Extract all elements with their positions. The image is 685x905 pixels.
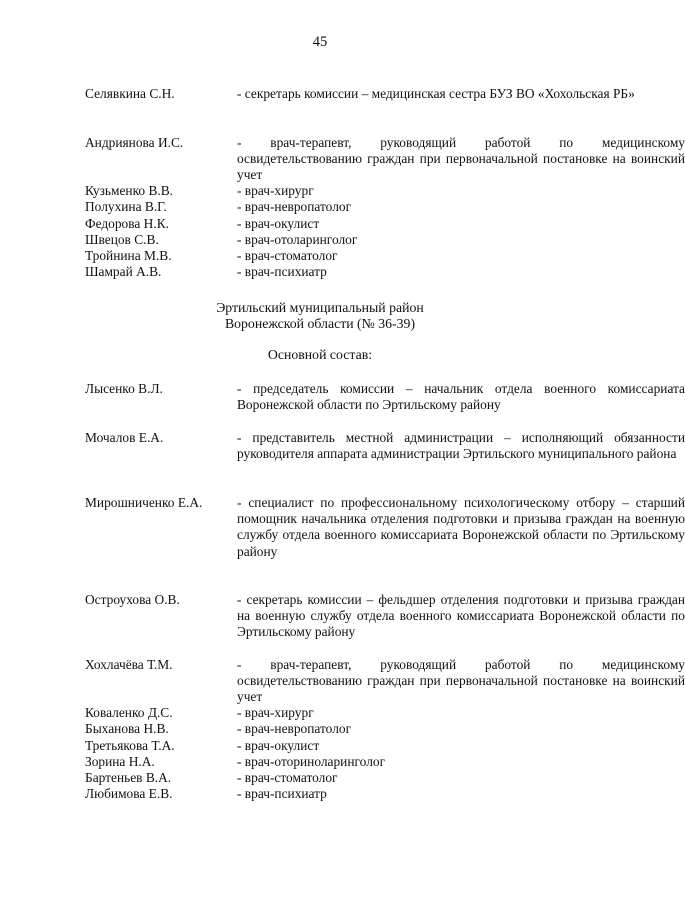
- member-name: Мочалов Е.А.: [85, 430, 164, 445]
- member-role: - врач-терапевт, руководящий работой по медицинскому освидетельствованию граждан при первоначальной постановке на воинский учет: [237, 135, 685, 183]
- member-role: - врач-хирург: [237, 705, 314, 720]
- member-name: Шамрай А.В.: [85, 264, 162, 279]
- member-role: - секретарь комиссии – фельдшер отделения подготовки и призыва граждан на военную службу отдела военного комиссариата Воронежской области по Эртильскому району: [237, 592, 685, 640]
- member-name: Зорина Н.А.: [85, 754, 155, 769]
- member-name: Тройнина М.В.: [85, 248, 172, 263]
- member-role: - врач-терапевт, руководящий работой по медицинскому освидетельствованию граждан при первоначальной постановке на воинский учет: [237, 657, 685, 705]
- member-name: Хохлачёва Т.М.: [85, 657, 173, 672]
- member-role: - врач-невропатолог: [237, 199, 352, 214]
- member-name: Быханова Н.В.: [85, 721, 169, 736]
- member-name: Мирошниченко Е.А.: [85, 495, 203, 510]
- member-name: Федорова Н.К.: [85, 216, 169, 231]
- member-role: - врач-психиатр: [237, 786, 327, 801]
- member-name: Третьякова Т.А.: [85, 738, 175, 753]
- member-role: - врач-хирург: [237, 183, 314, 198]
- member-role: - врач-невропатолог: [237, 721, 352, 736]
- section-title: Основной состав:: [267, 347, 373, 362]
- member-name: Коваленко Д.С.: [85, 705, 173, 720]
- member-name: Селявкина С.Н.: [85, 86, 175, 101]
- member-name: Андриянова И.С.: [85, 135, 184, 150]
- member-role: - врач-окулист: [237, 216, 320, 231]
- member-name: Лысенко В.Л.: [85, 381, 163, 396]
- member-name: Швецов С.В.: [85, 232, 159, 247]
- member-role: - врач-оториноларинголог: [237, 754, 386, 769]
- member-role: - специалист по профессиональному психологическому отбору – старший помощник начальника отделения подготовки и призыва граждан на военную службу отдела военного комиссариата Воронежской области по Эртильскому району: [237, 495, 685, 559]
- member-name: Кузьменко В.В.: [85, 183, 174, 198]
- member-role: - представитель местной администрации – исполняющий обязанности руководителя аппарата администрации Эртильского муниципального района: [237, 430, 685, 462]
- district-title-line2: Воронежской области (№ 36-39): [224, 316, 416, 331]
- member-name: Любимова Е.В.: [85, 786, 173, 801]
- member-name: Бартеньев В.А.: [85, 770, 172, 785]
- member-role: - председатель комиссии – начальник отдела военного комиссариата Воронежской области по Эртильскому району: [237, 381, 685, 413]
- member-name: Остроухова О.В.: [85, 592, 180, 607]
- member-name: Полухина В.Г.: [85, 199, 167, 214]
- member-role: - врач-стоматолог: [237, 248, 338, 263]
- member-role: - врач-отоларинголог: [237, 232, 358, 247]
- district-title-line1: Эртильский муниципальный район: [216, 300, 424, 315]
- member-role: - секретарь комиссии – медицинская сестра БУЗ ВО «Хохольская РБ»: [237, 86, 635, 101]
- member-role: - врач-психиатр: [237, 264, 327, 279]
- member-role: - врач-окулист: [237, 738, 320, 753]
- member-role: - врач-стоматолог: [237, 770, 338, 785]
- page-number: 45: [312, 34, 328, 50]
